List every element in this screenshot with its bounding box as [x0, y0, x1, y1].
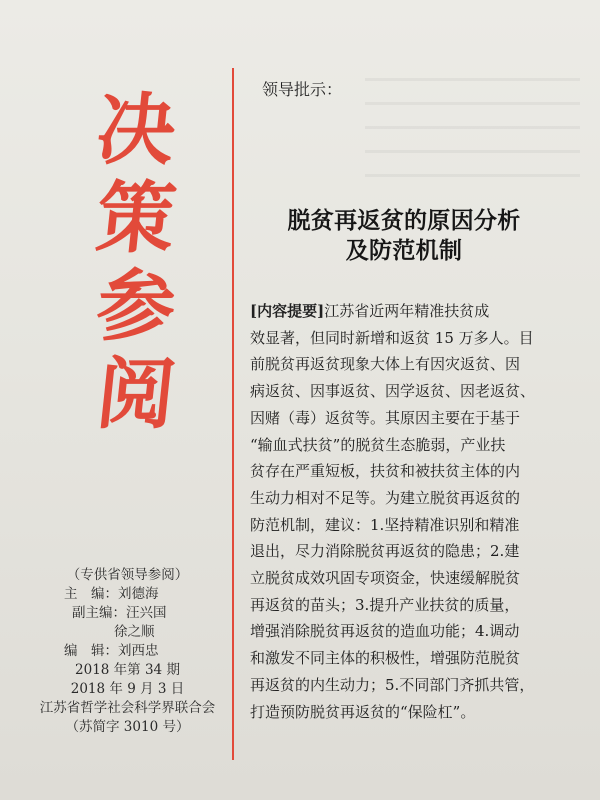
- abstract-line: “输血式扶贫”的脱贫生态脆弱，产业扶: [250, 435, 506, 454]
- masthead-char-4: 阅: [92, 349, 180, 440]
- abstract-line: 打造预防脱贫再返贫的“保险杠”。: [250, 702, 476, 721]
- issue-date: 2018 年 9 月 3 日: [70, 681, 185, 697]
- title-line-1: 脱贫再返贫的原因分析: [287, 207, 521, 234]
- registration-number: （苏简字 3010 号）: [65, 719, 190, 735]
- editor-in-chief: 主 编：刘德海: [64, 586, 159, 602]
- abstract: [250, 298, 550, 725]
- abstract-label: [内容提要]: [250, 302, 325, 320]
- masthead: [88, 85, 184, 440]
- abstract-line: 病返贫、因事返贫、因学返贫、因老返贫、: [250, 382, 536, 401]
- abstract-line: 前脱贫再返贫现象大体上有因灾返贫、因: [250, 355, 521, 374]
- abstract-line: 立脱贫成效巩固专项资金，快速缓解脱贫: [250, 569, 521, 588]
- abstract-line: [250, 298, 550, 325]
- masthead-char-3: 参: [92, 261, 180, 352]
- abstract-line: 防范机制，建议：1.坚持精准识别和精准: [250, 515, 520, 534]
- deputy-editor-line-2: 徐之顺: [114, 624, 155, 640]
- abstract-line: 因赌（毒）返贫等。其原因主要在于基于: [250, 408, 521, 427]
- publisher: 江苏省哲学社会科学界联合会: [39, 700, 216, 716]
- masthead-char-1: 决: [92, 85, 180, 176]
- abstract-line: 贫存在严重短板，扶贫和被扶贫主体的内: [250, 462, 521, 481]
- right-column: [244, 0, 580, 800]
- abstract-line: 退出，尽力消除脱贫再返贫的隐患；2.建: [250, 542, 520, 561]
- special-note: （专供省领导参阅）: [66, 567, 189, 583]
- left-column: [0, 0, 238, 800]
- abstract-line: 再返贫的苗头；3.提升产业扶贫的质量，: [250, 595, 520, 614]
- abstract-text: 江苏省近两年精准扶贫成: [324, 302, 490, 320]
- publication-info: [20, 566, 235, 737]
- abstract-line: 效显著，但同时新增和返贫 15 万多人。目: [250, 328, 534, 347]
- leader-instruction: 领导批示：: [262, 80, 343, 99]
- title-line-2: 及防范机制: [345, 237, 463, 264]
- abstract-line: 再返贫的内生动力；5.不同部门齐抓共管，: [250, 675, 535, 694]
- abstract-line: 生动力相对不足等。为建立脱贫再返贫的: [250, 488, 521, 507]
- editor: 编 辑：刘西忠: [64, 643, 159, 659]
- deputy-editor-line-1: 副主编：汪兴国: [72, 605, 167, 621]
- vertical-divider: [232, 68, 234, 760]
- article-title: [244, 206, 564, 266]
- issue-number: 2018 年第 34 期: [75, 662, 180, 678]
- abstract-line: 增强消除脱贫再返贫的造血功能；4.调动: [250, 622, 520, 641]
- masthead-char-2: 策: [92, 173, 180, 264]
- abstract-line: 和激发不同主体的积极性，增强防范脱贫: [250, 649, 521, 668]
